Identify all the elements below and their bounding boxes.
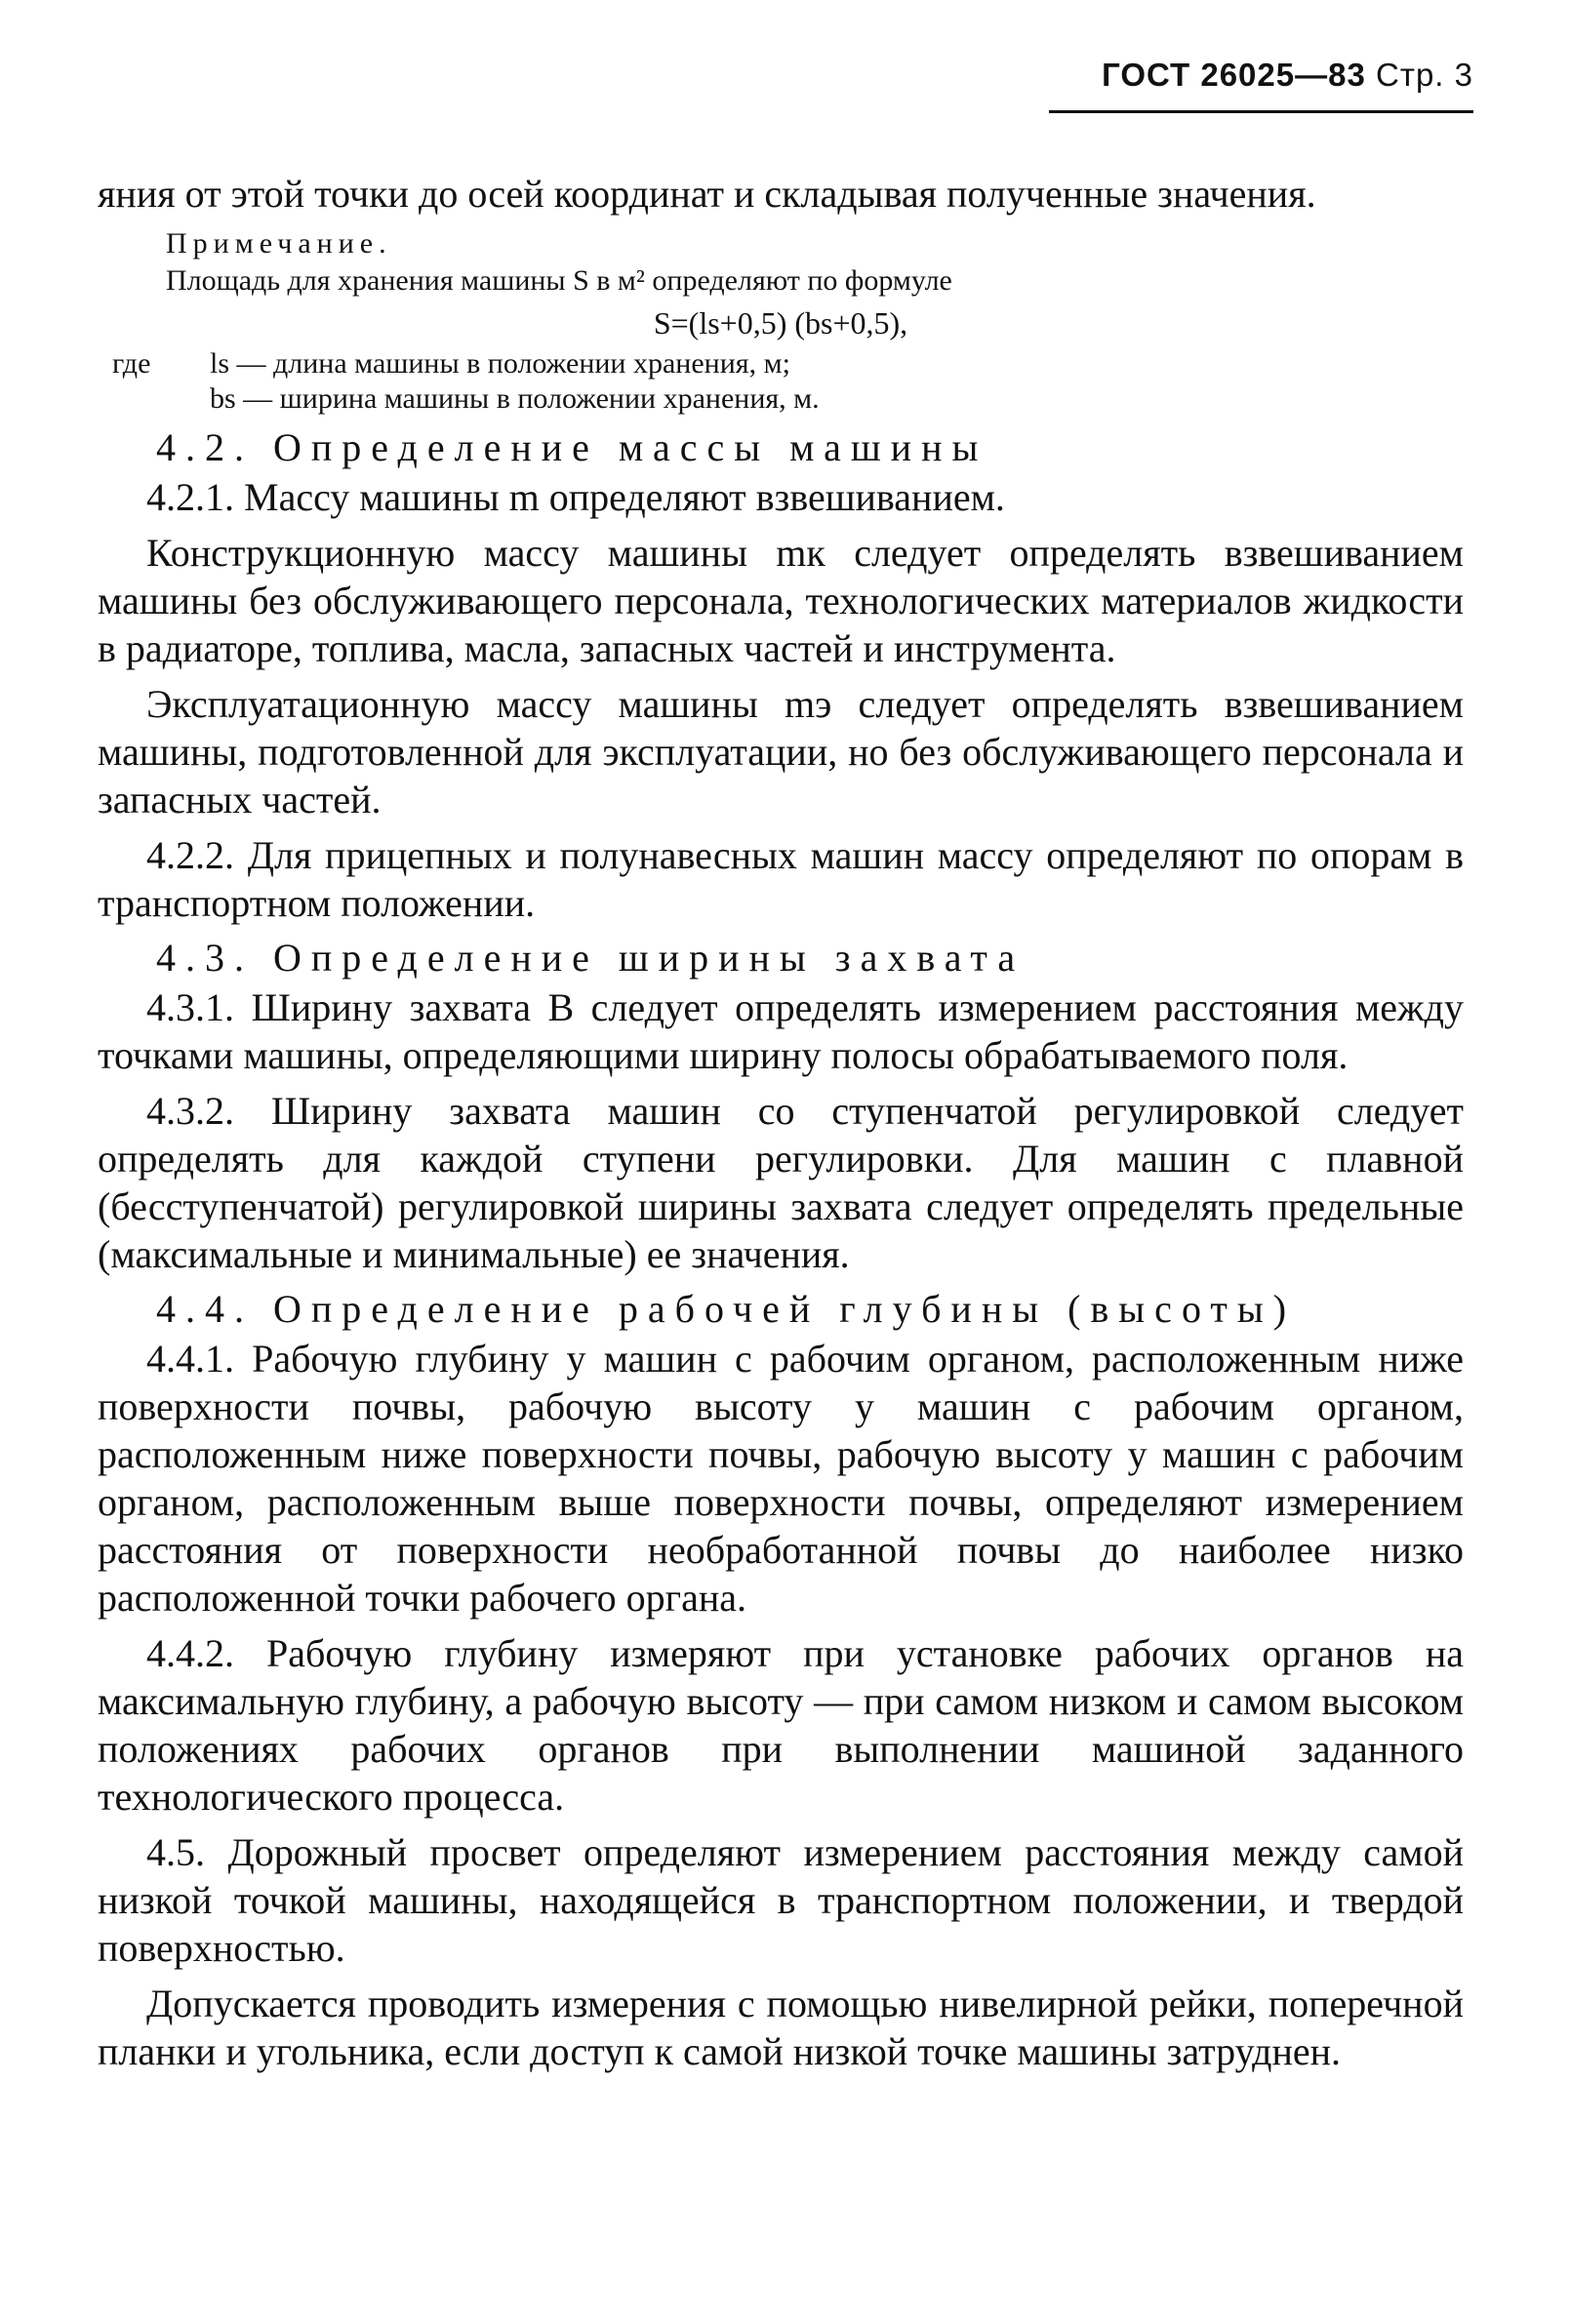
heading-4-4: 4.4. Определение рабочей глубины (высоты): [156, 1287, 1297, 1331]
page-header: [1049, 57, 1473, 94]
heading-4-3: 4.3. Определение ширины захвата: [156, 936, 1026, 980]
continuation-paragraph: яния от этой точки до осей координат и складывая полученные значения.: [98, 172, 1316, 216]
page-number: Стр. 3: [1376, 57, 1473, 93]
paragraph-4-3-1: 4.3.1. Ширину захвата B следует определять измерением расстояния между точками машины, определяющими ширину полосы обрабатываемого поля.: [98, 985, 1464, 1077]
header-rule: [1049, 110, 1473, 113]
definition-length: ls — длина машины в положении хранения, м;: [210, 347, 790, 380]
note-text: Площадь для хранения машины S в м² определяют по формуле: [166, 264, 952, 297]
paragraph-4-4-2: 4.4.2. Рабочую глубину измеряют при установке рабочих органов на максимальную глубину, а рабочую высоту — при самом низком и самом высоком положениях рабочих органов при выполнении машиной заданного технологического процесса.: [98, 1631, 1464, 1819]
paragraph-4-3-2: 4.3.2. Ширину захвата машин со ступенчатой регулировкой следует определять для каждой ступени регулировки. Для машин с плавной (бесступенчатой) регулировкой ширины захвата следует определять предельные (максимальные и минимальные) ее значения.: [98, 1089, 1464, 1276]
paragraph-4-2-2: 4.2.2. Для прицепных и полунавесных машин массу определяют по опорам в транспортном положении.: [98, 833, 1464, 925]
document-body: [98, 170, 1464, 2075]
heading-4-2: 4.2. Определение массы машины: [156, 425, 988, 469]
standard-number: ГОСТ 26025—83: [1102, 57, 1366, 93]
paragraph-leveling-rod: Допускается проводить измерения с помощью нивелирной рейки, поперечной планки и угольника, если доступ к самой низкой точке машины затруднен.: [98, 1982, 1464, 2073]
note-block: [98, 225, 1464, 300]
where-label: где: [112, 347, 151, 380]
definition-width: bs — ширина машины в положении хранения, м.: [210, 382, 820, 415]
paragraph-4-2-1: 4.2.1. Массу машины m определяют взвешиванием.: [146, 475, 1005, 519]
paragraph-operating-mass: Эксплуатационную массу машины mэ следует определять взвешиванием машины, подготовленной для эксплуатации, но без обслуживающего персонала и запасных частей.: [98, 682, 1464, 821]
note-title: Примечание.: [166, 227, 392, 260]
formula-legend: [98, 346, 1464, 417]
paragraph-design-mass: Конструкционную массу машины mк следует определять взвешиванием машины без обслуживающего персонала, технологических материалов жидкости в радиаторе, топлива, масла, запасных частей и инструмента.: [98, 531, 1464, 670]
paragraph-4-5: 4.5. Дорожный просвет определяют измерением расстояния между самой низкой точкой машины, находящейся в транспортном положении, и твердой поверхностью.: [98, 1830, 1464, 1970]
paragraph-4-4-1: 4.4.1. Рабочую глубину у машин с рабочим органом, расположенным ниже поверхности почвы, рабочую высоту у машин с рабочим органом, расположенным ниже поверхности почвы, рабочую высоту у машин с рабочим органом, расположенным выше поверхности почвы, определяют измерением расстояния от поверхности необработанной почвы до наиболее низко расположенной точки рабочего органа.: [98, 1337, 1464, 1620]
storage-area-formula: S=(ls+0,5) (bs+0,5),: [653, 305, 908, 341]
